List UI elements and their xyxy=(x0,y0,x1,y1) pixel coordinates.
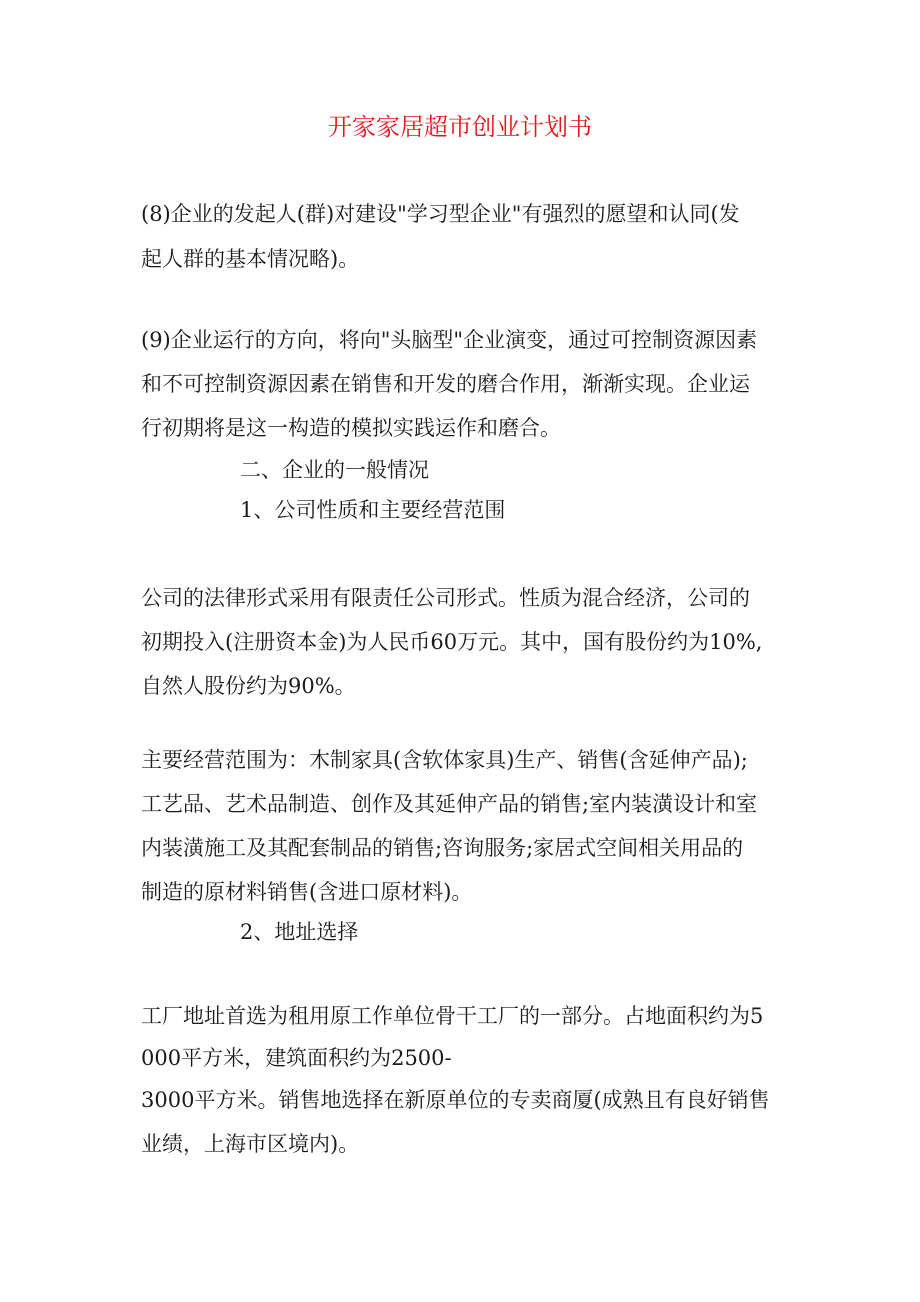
text-line: 公司的法律形式采用有限责任公司形式。性质为混合经济，公司的 xyxy=(141,586,750,610)
text-line: 初期投入(注册资本金)为人民币60万元。其中，国有股份约为10%, xyxy=(141,630,763,654)
text-line: 000平方米，建筑面积约为2500- xyxy=(141,1046,452,1070)
text-line: 主要经营范围为：木制家具(含软体家具)生产、销售(含延伸产品); xyxy=(141,748,748,772)
text-line: 工艺品、艺术品制造、创作及其延伸产品的销售;室内装潢设计和室 xyxy=(141,792,758,816)
text-line: 和不可控制资源因素在销售和开发的磨合作用，渐渐实现。企业运 xyxy=(141,372,750,396)
subsection-heading-site-selection: 2、地址选择 xyxy=(240,920,359,944)
text-line: 起人群的基本情况略)。 xyxy=(141,247,360,271)
text-line: 工厂地址首选为租用原工作单位骨干工厂的一部分。占地面积约为5 xyxy=(141,1004,764,1028)
text-line: 制造的原材料销售(含进口原材料)。 xyxy=(141,880,473,904)
document-title: 开家家居超市创业计划书 xyxy=(328,113,592,141)
section-heading-2: 二、企业的一般情况 xyxy=(240,458,429,482)
text-line: 内装潢施工及其配套制品的销售;咨询服务;家居式空间相关用品的 xyxy=(141,836,744,860)
text-line: (9)企业运行的方向，将向"头脑型"企业演变，通过可控制资源因素 xyxy=(141,328,758,352)
text-line: 3000平方米。销售地选择在新原单位的专卖商厦(成熟且有良好销售 xyxy=(141,1088,770,1112)
text-line: 业绩，上海市区境内)。 xyxy=(141,1132,360,1156)
text-line: 自然人股份约为90%。 xyxy=(141,674,356,698)
subsection-heading-company-nature: 1、公司性质和主要经营范围 xyxy=(240,498,506,522)
text-line: 行初期将是这一构造的模拟实践运作和磨合。 xyxy=(141,416,561,440)
text-line: (8)企业的发起人(群)对建设"学习型企业"有强烈的愿望和认同(发 xyxy=(141,202,740,226)
